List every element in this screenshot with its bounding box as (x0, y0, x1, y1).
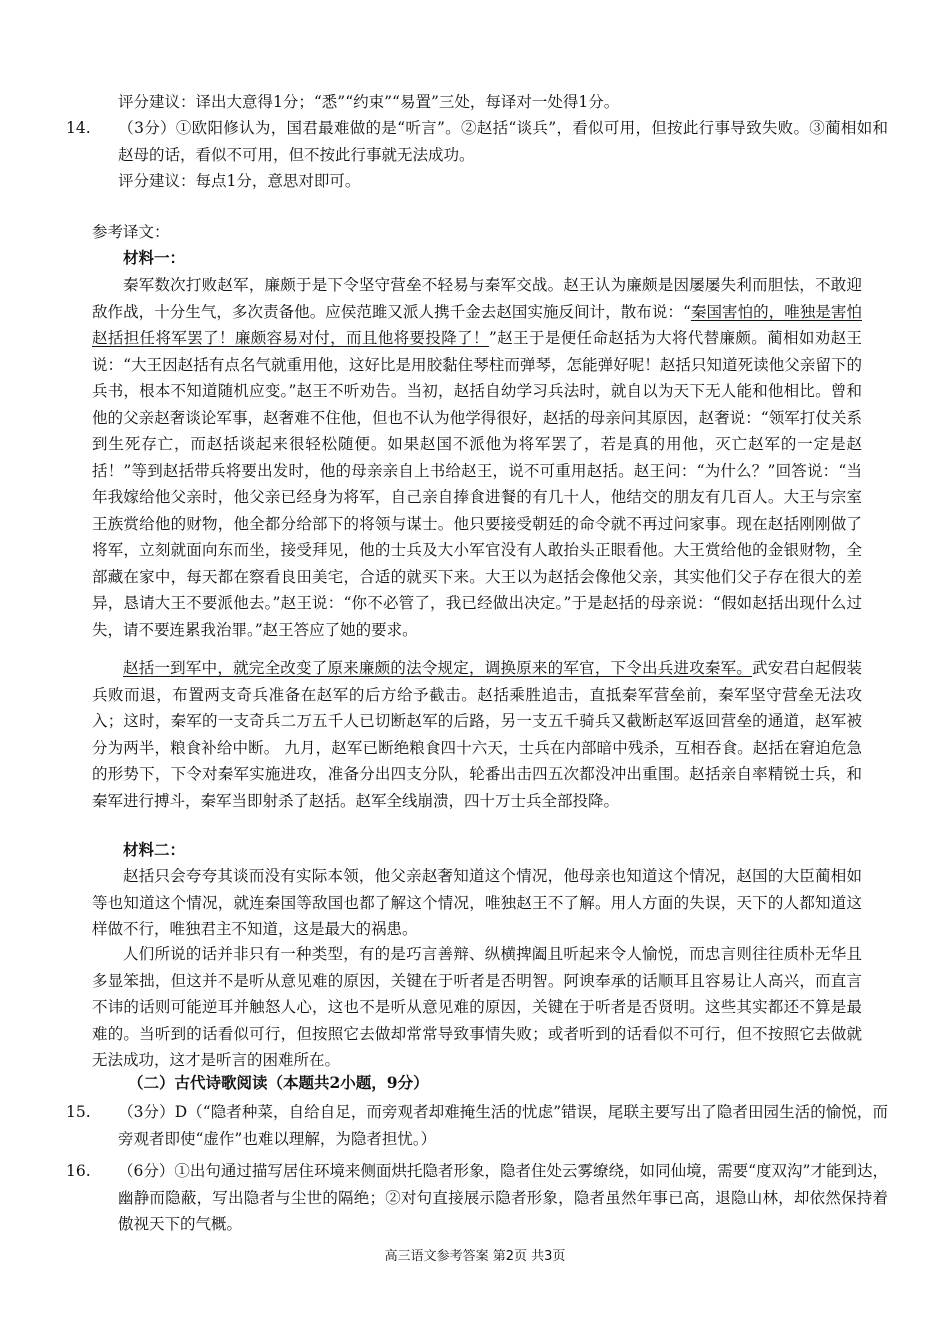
material2-title: 材料二： (123, 840, 186, 859)
material1-paragraph-2 (92, 655, 862, 814)
material1-p2-text: 武安君白起假装兵败而退，布置两支奇兵准备在赵军的后方给予截击。赵括乘胜追击，直抵秦军营垒前，秦军坚守营垒无法攻入；这时，秦军的一支奇兵二万五千人已切断赵军的后路，另一支五千骑兵又截断赵军返回营垒的通道，赵军被分为两半，粮食补给中断。 九月，赵军已断绝粮食四十六天，士兵在内部暗中残杀，互相吞食。赵括在窘迫危急的形势下，下令对秦军实施进攻，准备分出四支分队，轮番出击四五次都没冲出重围。赵括亲自率精锐士兵，和秦军进行搏斗，秦军当即射杀了赵括。赵军全线崩溃，四十万士兵全部投降。 (92, 659, 862, 810)
material2-paragraph-1: 赵括只会夸夸其谈而没有实际本领，他父亲赵奢知道这个情况，他母亲也知道这个情况，赵国的大臣蔺相如等也知道这个情况，就连秦国等敌国也都了解这个情况，唯独赵王不了解。用人方面的失误，天下的人都知道这样做不行，唯独君主不知道，这是最大的祸患。 (92, 867, 862, 938)
material1-paragraph-1 (92, 272, 862, 643)
page-footer: 高三语文参考答案 第2页 共3页 (384, 1249, 566, 1264)
material1-p1-text-a: 秦军数次打败赵军，廉颇于是下令坚守营垒不轻易与秦军交战。赵王认为廉颇是因屡屡失利而胆怯，不敢迎敌作战，十分生气，多次责备他。应侯范雎又派人携千金去赵国实施反间计，散布说：“ (92, 276, 862, 321)
q15-number: 15. (66, 1103, 91, 1121)
section2-title: （二）古代诗歌阅读（本题共2小题，9分） (128, 1073, 429, 1092)
material1-title: 材料一： (123, 248, 186, 267)
q14-scoring-note: 评分建议：每点1分，意思对即可。 (118, 172, 361, 190)
q15-answer (66, 1099, 888, 1152)
q16-number: 16. (66, 1162, 91, 1180)
q14-number: 14. (66, 119, 91, 137)
material2-paragraph-2: 人们所说的话并非只有一种类型，有的是巧言善辩、纵横捭阖且听起来令人愉悦，而忠言则往往质朴无华且多显笨拙，但这并不是听从意见难的原因，关键在于听者是否明智。阿谀奉承的话顺耳且容易让人高兴，而直言不讳的话则可能逆耳并触怒人心，这也不是听从意见难的原因，关键在于听者是否贤明。这些其实都还不算是最难的。当听到的话看似可行，但按照它去做却常常导致事情失败；或者听到的话看似不可行，但不按照它去做就无法成功，这才是听言的困难所在。 (92, 945, 862, 1069)
material1-p1-text-b: ”赵王于是便任命赵括为大将代替廉颇。蔺相如劝赵王说：“大王因赵括有点名气就重用他，这好比是用胶黏住琴柱而弹琴，怎能弹好呢！赵括只知道死读他父亲留下的兵书，根本不知道随机应变。”赵王不听劝告。当初，赵括自幼学习兵法时，就自以为天下无人能和他相比。曾和他的父亲赵奢谈论军事，赵奢难不住他，但也不认为他学得很好，赵括的母亲问其原因，赵奢说：“领军打仗关系到生死存亡，而赵括谈起来很轻松随便。如果赵国不派他为将军罢了，若是真的用他，灭亡赵军的一定是赵括！”等到赵括带兵将要出发时，他的母亲亲自上书给赵王，说不可重用赵括。赵王问：“为什么？”回答说：“当年我嫁给他父亲时，他父亲已经身为将军，自己亲自捧食进餐的有几十人，他结交的朋友有几百人。大王与宗室王族赏给他的财物，他全都分给部下的将领与谋士。他只要接受朝廷的命令就不再过问家事。现在赵括刚刚做了将军，立刻就面向东而坐，接受拜见，他的士兵及大小军官没有人敢抬头正眼看他。大王赏给他的金银财物，全部藏在家中，每天都在察看良田美宅，合适的就买下来。大王以为赵括会像他父亲，其实他们父子存在很大的差异，恳请大王不要派他去。”赵王说：“你不必管了，我已经做出决定。”于是赵括的母亲说：“假如赵括出现什么过失，请不要连累我治罪。”赵王答应了她的要求。 (92, 329, 862, 639)
q16-answer (66, 1158, 888, 1238)
q16-text: （6分）①出句通过描写居住环境来侧面烘托隐者形象，隐者住处云雾缭绕，如同仙境，需要“度双沟”才能到达，幽静而隐蔽，写出隐者与尘世的隔绝；②对句直接展示隐者形象，隐者虽然年事已高，退隐山林，却依然保持着傲视天下的气概。 (118, 1162, 888, 1233)
translation-label: 参考译文： (92, 223, 170, 241)
material1-p1-underlined: 秦国害怕的，唯独是害怕赵括担任将军罢了！廉颇容易对付，而且他将要投降了！ (92, 302, 862, 347)
q14-text: （3分）①欧阳修认为，国君最难做的是“听言”。②赵括“谈兵”，看似可用，但按此行事导致失败。③蔺相如和赵母的话，看似不可用，但不按此行事就无法成功。 (118, 119, 888, 164)
q15-text: （3分）D（“隐者种菜，自给自足，而旁观者却难掩生活的忧虑”错误，尾联主要写出了隐者田园生活的愉悦，而旁观者即使“虚作”也难以理解，为隐者担忧。） (118, 1103, 888, 1148)
q13-scoring-note: 评分建议：译出大意得1分；“悉”“约束”“易置”三处，每译对一处得1分。 (118, 93, 620, 111)
material1-p2-underlined: 赵括一到军中，就完全改变了原来廉颇的法令规定，调换原来的军官，下令出兵进攻秦军。 (123, 659, 753, 677)
q14-answer (66, 115, 888, 168)
